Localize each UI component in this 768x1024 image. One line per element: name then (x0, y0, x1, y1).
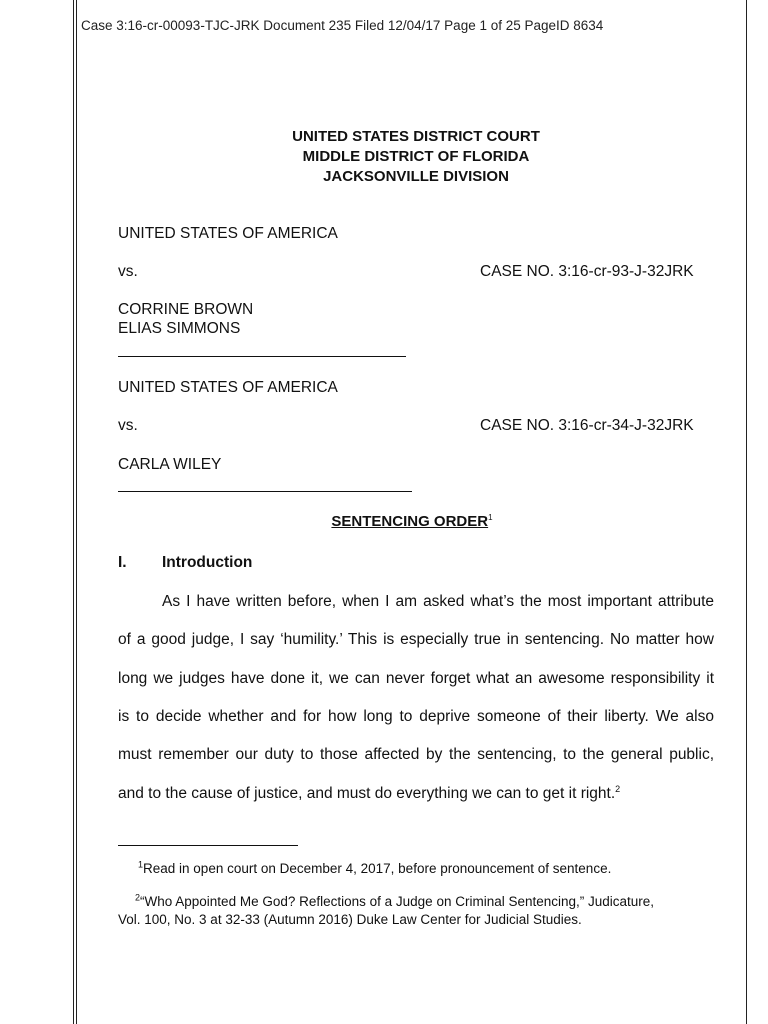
filing-header-stamp: Case 3:16-cr-00093-TJC-JRK Document 235 Filed 12/04/17 Page 1 of 25 PageID 8634 (81, 18, 604, 33)
footnote-1-text: Read in open court on December 4, 2017, before pronouncement of sentence. (143, 861, 612, 876)
body-line-6-text: and to the cause of justice, and must do everything we can to get it right. (118, 785, 616, 802)
title-footnote-ref: 1 (488, 513, 493, 522)
section-title: Introduction (162, 554, 253, 571)
body-line-3: long we judges have done it, we can never forget what an awesome responsibility it (118, 670, 714, 687)
court-heading (0, 127, 768, 187)
document-title-text: SENTENCING ORDER (331, 513, 489, 530)
caption2-defendant-wiley: CARLA WILEY (118, 456, 222, 473)
section-heading (118, 554, 252, 572)
body-line-4: is to decide whether and for how long to deprive someone of their liberty. We also (118, 708, 714, 725)
caption2-case-number: CASE NO. 3:16-cr-34-J-32JRK (480, 417, 694, 434)
section-number: I. (118, 554, 127, 571)
court-heading-line2: MIDDLE DISTRICT OF FLORIDA (302, 148, 530, 165)
caption2-plaintiff: UNITED STATES OF AMERICA (118, 379, 338, 396)
body-line-5: must remember our duty to those affected by the sentencing, to the general public, (118, 746, 714, 763)
document-title (0, 513, 768, 530)
footnote-2-line1 (135, 894, 654, 909)
body-line-1: As I have written before, when I am asked what’s the most important attribute (162, 593, 714, 610)
court-heading-line3: JACKSONVILLE DIVISION (323, 168, 509, 185)
footnote-separator (118, 845, 298, 846)
footnote-1 (138, 861, 611, 876)
body-line-2: of a good judge, I say ‘humility.’ This is especially true in sentencing. No matter how (118, 631, 714, 648)
body-footnote-ref-2: 2 (615, 783, 621, 794)
caption1-divider (118, 356, 406, 357)
caption1-plaintiff: UNITED STATES OF AMERICA (118, 225, 338, 242)
caption1-case-number: CASE NO. 3:16-cr-93-J-32JRK (480, 263, 694, 280)
caption1-vs: vs. (118, 263, 138, 280)
footnote-2-text-line1: “Who Appointed Me God? Reflections of a Judge on Criminal Sentencing,” Judicature, (140, 894, 655, 909)
caption1-defendant-simmons: ELIAS SIMMONS (118, 320, 241, 337)
caption1-defendant-brown: CORRINE BROWN (118, 301, 254, 318)
body-line-6 (118, 785, 714, 803)
footnote-2-line2: Vol. 100, No. 3 at 32-33 (Autumn 2016) Duke Law Center for Judicial Studies. (118, 912, 582, 927)
caption2-vs: vs. (118, 417, 138, 434)
court-heading-line1: UNITED STATES DISTRICT COURT (292, 128, 540, 145)
footnote-2-number: 2 (135, 892, 141, 903)
footnote-1-number: 1 (138, 859, 144, 870)
caption2-divider (118, 491, 412, 492)
